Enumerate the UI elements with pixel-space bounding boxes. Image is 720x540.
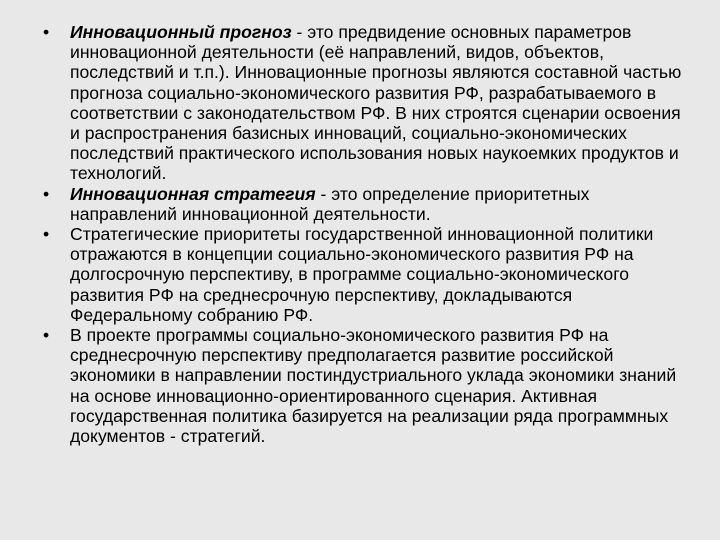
bullet-icon: •	[43, 325, 50, 346]
bullet-icon: •	[43, 224, 50, 245]
bullet-item-strategic-priorities	[43, 224, 683, 325]
bullet-icon: •	[43, 183, 50, 204]
bullet-term: Инновационный прогноз	[70, 22, 292, 42]
bullet-text: - это предвидение основных параметров инновационной деятельности (её направлений, видов, объектов, последствий и т.п.). Инновационные прогнозы являются составной частью прогноза социально-экономического развития РФ, разрабатываемого в соответствии с законодательством РФ. В них строятся сценарии освоения и распространения базисных инноваций, социально-экономических последствий практического использования новых наукоемких продуктов и технологий.	[70, 22, 682, 184]
bullet-text: - это определение приоритетных направлений инновационной деятельности.	[70, 183, 590, 224]
bullet-text: В проекте программы социально-экономического развития РФ на среднесрочную перспективу предполагается развитие российской экономики в направлении постиндустриального уклада экономики знаний на основе инновационно-ориентированного сценария. Активная государственная политика базируется на реализации ряда программных документов - стратегий.	[70, 325, 677, 447]
bullet-icon: •	[43, 22, 50, 42]
bullet-item-innovation-strategy	[43, 184, 683, 224]
bullet-term: Инновационная стратегия	[70, 183, 316, 204]
bullet-item-innovation-forecast	[43, 22, 683, 184]
bullet-list	[43, 22, 683, 446]
bullet-item-program-draft	[43, 325, 683, 446]
bullet-text: Стратегические приоритеты государственной инновационной политики отражаются в концепции социально-экономического развития РФ на долгосрочную перспективу, в программе социально-экономического развития РФ на среднесрочную перспективу, докладываются Федеральному собранию РФ.	[70, 224, 654, 325]
